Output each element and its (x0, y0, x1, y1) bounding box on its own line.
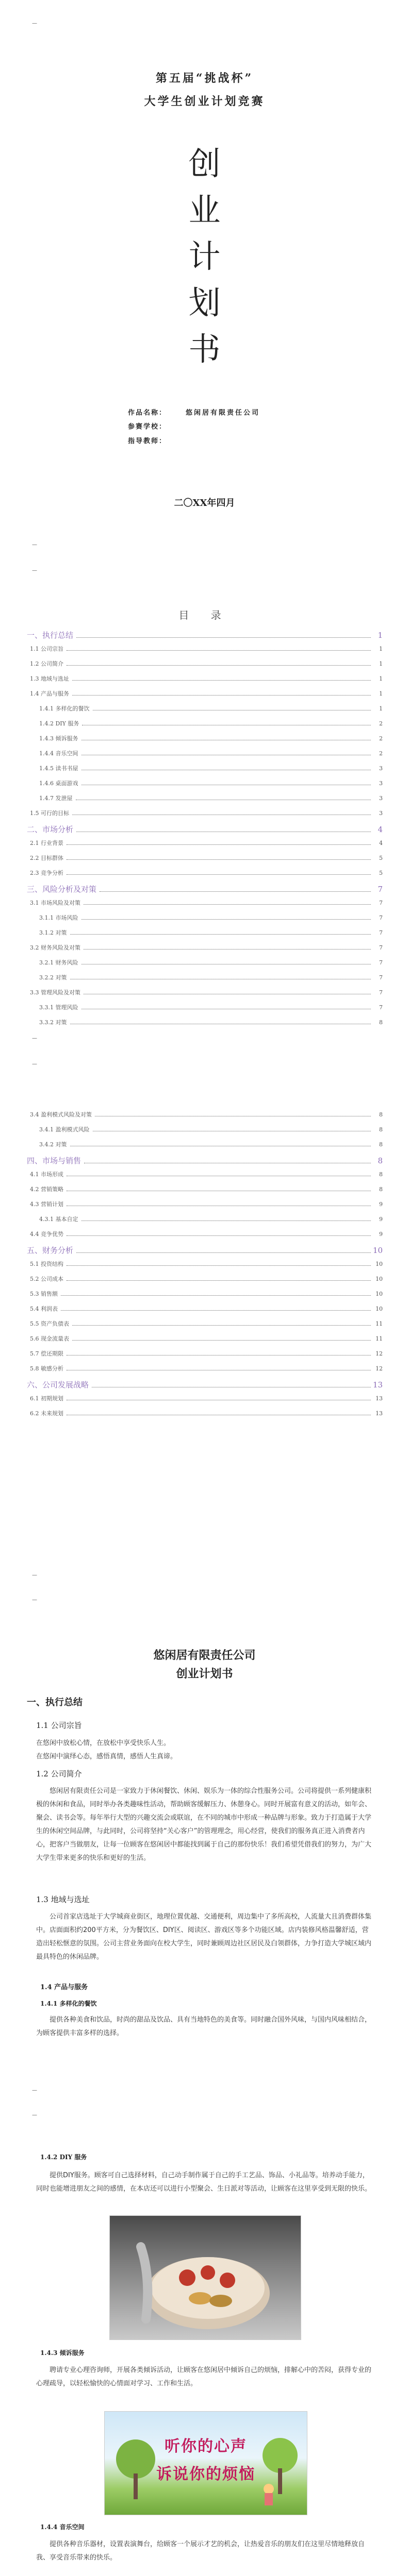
cover-char: 书 (188, 330, 221, 368)
toc-entry-title: 3.4 盈利模式风险及对策 (30, 1111, 92, 1118)
toc-leader (84, 904, 371, 905)
toc-entry-page: 8 (379, 1141, 383, 1148)
toc-entry-page: 8 (379, 1126, 383, 1133)
toc-leader (76, 637, 371, 638)
toc-entry[interactable] (27, 913, 383, 928)
toc-entry[interactable] (27, 1110, 383, 1125)
toc-entry-page: 8 (379, 1186, 383, 1193)
page-marker: — (32, 1572, 37, 1578)
toc-entry[interactable] (27, 869, 383, 884)
toc-entry[interactable] (27, 749, 383, 764)
toc-entry-page: 3 (379, 810, 383, 817)
toc-entry-page: 7 (379, 974, 383, 981)
piggy-bank-image (110, 2216, 301, 2340)
company-title: 悠闲居有限责任公司 (153, 1649, 256, 1662)
toc-entry[interactable] (27, 1170, 383, 1185)
toc-entry-page: 10 (375, 1306, 383, 1312)
toc-entry[interactable] (27, 1334, 383, 1349)
field-label: 指导教师： (128, 437, 167, 445)
toc-entry-page: 11 (375, 1320, 383, 1327)
toc-entry-page: 1 (379, 690, 383, 697)
subsubsection-heading: 1.4.1 多样化的餐饮 (40, 2000, 97, 2007)
toc-entry-page: 7 (379, 900, 383, 906)
toc-leader (100, 891, 371, 892)
toc-entry-title: 1.4.5 读书书屋 (39, 765, 78, 772)
toc-entry-title: 3.4.1 盈利模式风险 (39, 1126, 90, 1133)
toc-entry-title: 3.1.1 市场风险 (39, 914, 78, 921)
toc-entry[interactable] (27, 689, 383, 704)
field-value: 悠闲居有限责任公司 (186, 409, 260, 417)
subsection-heading: 1.4 产品与服务 (40, 1984, 88, 1991)
toc-entry[interactable] (27, 1260, 383, 1275)
toc-entry-title: 3.3.2 对策 (39, 1019, 67, 1026)
toc-entry-title: 五、财务分析 (27, 1246, 74, 1255)
toc-entry-title: 3.1 市场风险及对策 (30, 900, 80, 906)
toc-entry-page: 7 (379, 959, 383, 966)
field-row-school (128, 420, 260, 434)
diy-photo (109, 2215, 301, 2340)
toc-entry-title: 1.3 地域与选址 (30, 675, 69, 682)
toc-entry-page: 11 (375, 1335, 383, 1342)
toc-entry[interactable] (27, 1125, 383, 1140)
toc-entry[interactable] (27, 779, 383, 794)
banner-text-line2: 诉说你的烦恼 (156, 2465, 255, 2483)
toc-entry[interactable] (27, 719, 383, 734)
page-marker: — (32, 568, 37, 573)
cover-char: 创 (188, 145, 221, 182)
toc-entry[interactable] (27, 839, 383, 854)
toc-entry-page: 7 (378, 885, 383, 894)
field-label: 参赛学校： (128, 423, 167, 431)
toc-leader (81, 919, 371, 920)
toc-entry[interactable] (27, 943, 383, 958)
toc-leader (70, 934, 371, 935)
toc-entry-title: 5.8 敏感分析 (30, 1365, 63, 1372)
toc-entry-title: 3.4.2 对策 (39, 1141, 67, 1148)
toc-entry-title: 3.2 财务风险及对策 (30, 944, 80, 951)
listening-banner (104, 2411, 307, 2515)
toc-entry-title: 1.2 公司简介 (30, 660, 63, 667)
toc-entry-title: 5.6 现金流量表 (30, 1335, 69, 1342)
toc-entry-page: 4 (379, 840, 383, 846)
toc-entry[interactable] (27, 1155, 383, 1170)
subsection-heading: 1.1 公司宗旨 (36, 1721, 82, 1730)
toc-entry-page: 10 (375, 1276, 383, 1282)
toc-entry-title: 5.7 偿还期限 (30, 1350, 63, 1357)
toc-entry-title: 1.1 公司宗旨 (30, 646, 63, 652)
subsection-heading: 1.3 地域与选址 (36, 1895, 90, 1904)
contest-title: 第五届“挑战杯” (155, 72, 254, 85)
toc-entry-page: 8 (379, 1019, 383, 1026)
paragraph: 提供DIY服务。顾客可自己选择材料，自己动手制作属于自己的手工艺品、饰品、小礼品等。培养动手能力，同时也能增进朋友之间的感情，在本店还可以进行小型聚会、生日派对等活动，让顾客在这里享受到无限的快乐。 (36, 2172, 372, 2193)
toc-leader (67, 874, 371, 875)
toc-leader (67, 1280, 371, 1281)
toc-entry-title: 1.4.4 音乐空间 (39, 750, 78, 757)
toc-entry-title: 四、市场与销售 (27, 1156, 81, 1165)
toc-entry[interactable] (27, 704, 383, 719)
toc-entry-page: 4 (378, 825, 383, 834)
toc-entry[interactable] (27, 1230, 383, 1245)
toc-entry-title: 1.4.1 多样化的餐饮 (39, 705, 90, 712)
toc-entry-title: 4.4 竞争优势 (30, 1231, 63, 1238)
toc-entry[interactable] (27, 854, 383, 869)
toc-leader (61, 1295, 371, 1296)
toc-entry-page: 8 (378, 1156, 383, 1165)
toc-entry-title: 5.3 销售额 (30, 1291, 58, 1297)
paragraph: 提供各种美食和饮品，时尚的甜品及饮品、具有当地特色的美食等。同时融合国外风味，与国内风味相结合，为顾客提供丰富多样的选择。 (36, 2016, 372, 2037)
toc-entry-title: 4.1 市场形成 (30, 1171, 63, 1178)
banner-text-line1: 听你的心声 (165, 2437, 247, 2455)
toc-entry-title: 六、公司发展战略 (27, 1380, 89, 1389)
toc-entry-page: 7 (379, 914, 383, 921)
cover-char: 计 (188, 238, 221, 275)
toc-leader (76, 1252, 371, 1253)
toc-entry[interactable] (27, 1185, 383, 1200)
page-marker: — (32, 1597, 37, 1603)
toc-entry-title: 2.1 行业背景 (30, 840, 63, 846)
page-marker: — (32, 1036, 37, 1041)
toc-entry-page: 5 (379, 870, 383, 876)
paragraph: 在悠闲中演绎心态，感悟真情，感悟人生真谛。 (36, 1753, 177, 1760)
toc-entry-page: 8 (379, 1171, 383, 1178)
toc-entry-title: 3.2.1 财务风险 (39, 959, 78, 966)
toc-entry-page: 1 (379, 646, 383, 652)
toc-leader (61, 1310, 371, 1311)
toc-entry[interactable] (27, 1018, 383, 1033)
toc-entry-title: 1.4.7 发泄屋 (39, 795, 73, 802)
cover-char: 划 (188, 284, 221, 321)
toc-entry-title: 1.4.6 桌面游戏 (39, 780, 78, 787)
toc-entry[interactable] (27, 973, 383, 988)
page-marker: — (32, 1061, 37, 1067)
toc-entry-page: 10 (372, 1246, 383, 1255)
toc-entry[interactable] (27, 1140, 383, 1155)
paragraph: 悠闲居有限责任公司是一家致力于休闲餐饮、休闲、娱乐为一体的综合性服务公司。公司将提供一系列健康积极的休闲和食品，同时举办各类趣味性活动，帮助顾客缓解压力、休憩身心。同时开展富有意义的活动，如年会、聚会、读书会等。每年举行大型的兴趣交流会或联谊，在不同的城市中形成一种品牌与形象。致力于打造属于大学生的休闲空间品牌，与此同时，公司将坚持“关心客户”的管理理念，用心经营，使我们的服务真正进入消费者内心，把客户当做朋友，让每一位顾客在悠闲居中都能找到属于自己的那份快乐！我们希望凭借我们的努力，为广大大学生带来更多的快乐和更好的生活。 (36, 1787, 372, 1862)
toc-entry[interactable] (27, 659, 383, 674)
toc-entry-title: 4.3.1 基本自定 (39, 1216, 78, 1223)
toc-entry-page: 5 (379, 855, 383, 861)
toc-leader (67, 844, 371, 845)
toc-entry-title: 2.2 目标群体 (30, 855, 63, 861)
toc-entry[interactable] (27, 1394, 383, 1409)
toc-entry[interactable] (27, 809, 383, 824)
toc-entry-page: 3 (379, 765, 383, 772)
paragraph: 聘请专业心理咨询师，开展各类倾诉活动，让顾客在悠闲居中倾诉自己的烦恼，排解心中的苦闷，获得专业的心理疏导，以轻松愉快的心情面对学习、工作和生活。 (36, 2366, 372, 2387)
toc-entry-title: 3.1.2 对策 (39, 929, 67, 936)
toc-entry-title: 5.4 利润表 (30, 1306, 58, 1312)
paragraph: 在悠闲中放松心情，在放松中享受快乐人生。 (36, 1739, 171, 1747)
toc-entry-title: 1.4.2 DIY 服务 (39, 720, 79, 727)
toc-entry[interactable] (27, 1275, 383, 1290)
plan-title: 创业计划书 (176, 1667, 233, 1681)
toc-entry-title: 3.2.2 对策 (39, 974, 67, 981)
paragraph: 提供各种音乐器材，设置表演舞台，给顾客一个展示才艺的机会，让热爱音乐的朋友们在这里尽情地释放自我、享受音乐带来的快乐。 (36, 2540, 365, 2562)
toc-leader (72, 680, 371, 681)
toc-entry-page: 12 (375, 1365, 383, 1372)
toc-entry-page: 13 (372, 1380, 383, 1389)
toc-leader (72, 695, 371, 696)
toc-entry-title: 5.1 投资结构 (30, 1261, 63, 1267)
toc-list (27, 630, 383, 1033)
toc-leader (67, 1265, 371, 1266)
field-label: 作品名称： (128, 409, 167, 417)
page-marker: — (32, 21, 37, 26)
toc-entry[interactable] (27, 958, 383, 973)
toc-entry-title: 三、风险分析及对策 (27, 885, 97, 894)
contest-subtitle: 大学生创业计划竞赛 (144, 95, 265, 108)
subsubsection-heading: 1.4.3 倾诉服务 (40, 2349, 85, 2357)
toc-entry[interactable] (27, 764, 383, 779)
toc-entry[interactable] (27, 1003, 383, 1018)
field-row-teacher (128, 434, 260, 448)
toc-entry[interactable] (27, 1304, 383, 1319)
toc-entry-page: 2 (379, 720, 383, 727)
subsubsection-heading: 1.4.4 音乐空间 (40, 2523, 85, 2531)
toc-entry-page: 12 (375, 1350, 383, 1357)
subsubsection-heading: 1.4.2 DIY 服务 (40, 2154, 87, 2161)
toc-entry-title: 3.3 管理风险及对策 (30, 989, 80, 996)
toc-entry-title: 1.4 产品与服务 (30, 690, 69, 697)
cover-date: 二〇XX年四月 (174, 498, 235, 509)
toc-entry-title: 4.2 营销策略 (30, 1186, 63, 1193)
paragraph: 公司首家店选址于大学城商业街区，地理位置优越、交通便利，周边集中了多所高校，人流量大且消费群体集中。店面面积约200平方米，分为餐饮区、DIY区、阅读区、游戏区等多个功能区域。店内装修风格温馨舒适，营造出轻松惬意的氛围。公司主营业务面向在校大学生，同时兼顾周边社区居民及白领群体，力争打造大学城区域内最具特色的休闲品牌。 (36, 1913, 372, 1961)
toc-entry-page: 2 (379, 750, 383, 757)
section-heading: 一、执行总结 (27, 1697, 83, 1708)
toc-leader (84, 949, 371, 950)
toc-entry[interactable] (27, 884, 383, 899)
toc-leader (67, 859, 371, 860)
toc-entry-title: 6.2 未来规划 (30, 1410, 63, 1417)
toc-entry-title: 一、执行总结 (27, 631, 74, 640)
toc-entry-page: 2 (379, 735, 383, 742)
toc-entry-page: 1 (379, 675, 383, 682)
toc-entry-page: 1 (378, 631, 383, 640)
toc-entry[interactable] (27, 899, 383, 913)
toc-entry-page: 7 (379, 944, 383, 951)
toc-entry-page: 8 (379, 1111, 383, 1118)
toc-entry-page: 13 (375, 1410, 383, 1417)
toc-entry-title: 3.3.1 管理风险 (39, 1004, 78, 1011)
toc-entry[interactable] (27, 824, 383, 839)
toc-entry-page: 1 (379, 660, 383, 667)
toc-entry-page: 10 (375, 1291, 383, 1297)
toc-entry[interactable] (27, 1215, 383, 1230)
toc-entry[interactable] (27, 1364, 383, 1379)
page-marker: — (32, 2112, 37, 2118)
toc-leader (72, 1340, 371, 1341)
toc-entry[interactable] (27, 1245, 383, 1260)
toc-entry[interactable] (27, 1409, 383, 1424)
toc-entry-title: 二、市场分析 (27, 825, 74, 834)
field-row-name (128, 406, 260, 420)
subsection-heading: 1.2 公司简介 (36, 1769, 82, 1778)
toc-entry-title: 1.4.3 倾诉服务 (39, 735, 78, 742)
toc-entry-title: 5.5 资产负债表 (30, 1320, 69, 1327)
toc-entry[interactable] (27, 1200, 383, 1215)
toc-entry[interactable] (27, 1319, 383, 1334)
toc-entry-title: 5.2 公司成本 (30, 1276, 63, 1282)
cover-char: 业 (188, 191, 221, 229)
toc-entry-title: 4.3 营销计划 (30, 1201, 63, 1208)
toc-entry-page: 9 (379, 1216, 383, 1223)
toc-leader (67, 650, 371, 651)
toc-entry[interactable] (27, 988, 383, 1003)
toc-entry-page: 7 (379, 989, 383, 996)
toc-entry-title: 2.3 竞争分析 (30, 870, 63, 876)
page-marker: — (32, 2088, 37, 2093)
toc-title: 目 录 (178, 609, 231, 621)
toc-entry-page: 13 (375, 1395, 383, 1402)
toc-leader (67, 1235, 371, 1236)
toc-entry-title: 1.5 可行的目标 (30, 810, 69, 817)
toc-entry[interactable] (27, 674, 383, 689)
toc-entry[interactable] (27, 1349, 383, 1364)
toc-entry[interactable] (27, 1290, 383, 1304)
toc-entry[interactable] (27, 1379, 383, 1394)
toc-list (27, 1110, 383, 1424)
toc-entry-page: 1 (379, 705, 383, 712)
toc-entry-page: 3 (379, 795, 383, 802)
toc-entry[interactable] (27, 645, 383, 659)
toc-leader (67, 665, 371, 666)
toc-entry[interactable] (27, 630, 383, 645)
toc-entry[interactable] (27, 928, 383, 943)
toc-leader (72, 1325, 371, 1326)
toc-entry-page: 9 (379, 1201, 383, 1208)
toc-entry[interactable] (27, 734, 383, 749)
cover-fields (128, 406, 260, 448)
toc-entry-page: 7 (379, 929, 383, 936)
toc-entry-page: 7 (379, 1004, 383, 1011)
toc-entry-page: 9 (379, 1231, 383, 1238)
toc-entry[interactable] (27, 794, 383, 809)
page-marker: — (32, 542, 37, 548)
toc-entry-page: 10 (375, 1261, 383, 1267)
toc-entry-page: 3 (379, 780, 383, 787)
toc-entry-title: 6.1 初期规划 (30, 1395, 63, 1402)
